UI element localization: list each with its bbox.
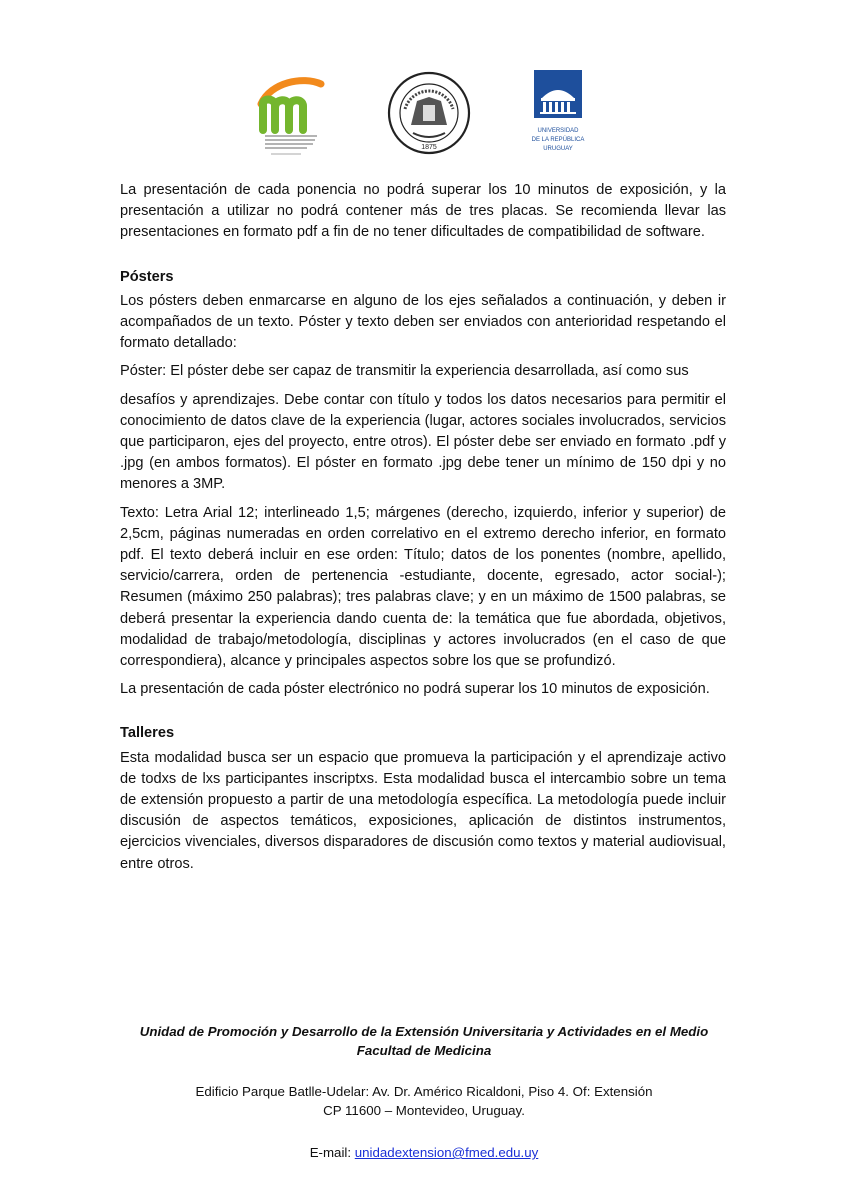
poster-first-line: Póster: El póster debe ser capaz de transmitir la experiencia desarrollada, así como sus bbox=[120, 363, 689, 380]
header-logos bbox=[0, 68, 848, 160]
section-heading-talleres: Talleres bbox=[120, 725, 175, 742]
unidad-extension-logo bbox=[257, 74, 325, 158]
page-footer bbox=[0, 1022, 848, 1162]
svg-text:URUGUAY: URUGUAY bbox=[543, 146, 573, 152]
svg-text:DE LA REPÚBLICA: DE LA REPÚBLICA bbox=[531, 137, 585, 143]
footer-address-line1: Edificio Parque Batlle-Udelar: Av. Dr. Américo Ricaldoni, Piso 4. Of: Extensión bbox=[195, 1084, 653, 1099]
footer-email-row bbox=[0, 1143, 848, 1162]
poster-description-paragraph: desafíos y aprendizajes. Debe contar con título y todos los datos necesarios para permitir el conocimiento de datos clave de la experiencia (lugar, actores sociales involucrados, servicios que participaron, ejes del proyecto, entre otros). El póster debe ser enviado en formato .pdf y .jpg (en ambos formatos). El póster en formato .jpg debe tener un mínimo de 150 dpi y no menores a 3MP. bbox=[120, 391, 726, 493]
talleres-paragraph: Esta modalidad busca ser un espacio que promueva la participación y el aprendizaje activo de todxs de lxs participantes inscriptxs. Esta modalidad busca el intercambio sobre un tema de extensión propuesto a partir de una metodología específica. La metodología puede incluir discusión de aspectos temáticos, exposiciones, aplicación de distintos instrumentos, ejercicios vivenciales, diversos disparadores de discusión como textos y material audiovisual, entre otros. bbox=[120, 749, 726, 872]
poster-presentation-paragraph: La presentación de cada póster electrónico no podrá superar los 10 minutos de exposición. bbox=[120, 681, 710, 698]
ponencia-paragraph: La presentación de cada ponencia no podrá superar los 10 minutos de exposición, y la presentación a utilizar no podrá contener más de tres placas. Se recomienda llevar las presentaciones en formato pdf a fin de no tener dificultades de compatibilidad de software. bbox=[120, 182, 726, 241]
udelar-logo bbox=[526, 70, 590, 160]
document-body bbox=[120, 180, 726, 875]
posters-intro-paragraph: Los pósters deben enmarcarse en alguno de los ejes señalados a continuación, y deben ir acompañados de un texto. Póster y texto deben ser enviados con anterioridad respetando el formato detallado: bbox=[120, 292, 726, 352]
svg-text:1875: 1875 bbox=[421, 144, 437, 151]
section-heading-posters: Pósters bbox=[120, 268, 174, 285]
footer-email-link[interactable]: unidadextension@fmed.edu.uy bbox=[354, 1145, 539, 1160]
footer-org-line2: Facultad de Medicina bbox=[356, 1043, 492, 1058]
footer-address-line2: CP 11600 – Montevideo, Uruguay. bbox=[323, 1103, 525, 1118]
facultad-medicina-seal bbox=[387, 71, 471, 155]
svg-text:UNIVERSIDAD: UNIVERSIDAD bbox=[537, 128, 579, 134]
footer-email-label: E-mail: bbox=[309, 1145, 355, 1160]
texto-paragraph: Texto: Letra Arial 12; interlineado 1,5; márgenes (derecho, izquierdo, inferior y superior) de 2,5cm, páginas numeradas en orden correlativo en el extremo derecho inferior, en formato pdf. El texto deberá incluir en ese orden: Título; datos de los ponentes (nombre, apellido, servicio/carrera, orden de pertenencia -estudiante, docente, egresado, actor social-); Resumen (máximo 250 palabras); tres palabras clave; y en un máximo de 1500 palabras, se deberá presentar la experiencia dando cuenta de: la temática que fue abordada, objetivos, modalidad de trabajo/metodología, disciplinas y actores involucrados (en el caso de que correspondiera), alcance y principales aspectos sobre los que se profundizó. bbox=[120, 504, 726, 670]
footer-org-line1: Unidad de Promoción y Desarrollo de la Extensión Universitaria y Actividades en el Medio bbox=[139, 1024, 709, 1039]
